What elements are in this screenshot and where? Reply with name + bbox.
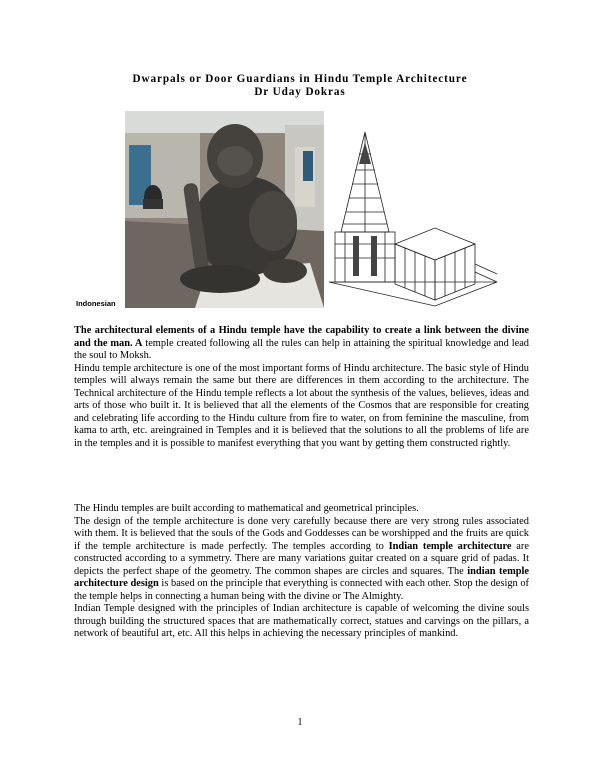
bold-lead: The architectural elements of a Hindu temple have the capability to create a link between the divine and the man. A <box>74 325 529 349</box>
paragraph: The Hindu temples are built according to mathematical and geometrical principles. <box>74 503 419 514</box>
paragraph-text: The design of the temple architecture is done very carefully because there are very strong rules associated with them. It is believed that the souls of the Gods and Goddesses can be worshipped and the fruits are quick if the temple architecture is made perfectly. The temples according to <box>74 515 529 552</box>
paragraph-text: are constructed according to a symmetry. There are many variations guitar created on a square grid of padas. It depicts the perfect shape of the geometry. The common shapes are circles and squares. The <box>74 540 529 577</box>
figure-caption: Indonesian <box>76 299 116 308</box>
paragraph-text: is based on the principle that everything is connected with each other. Stop the design of the temple helps in connecting a human being with the divine or The Almighty. <box>74 578 530 602</box>
page-number: 1 <box>297 717 303 728</box>
body-section-1 <box>74 325 529 450</box>
paragraph <box>74 516 529 604</box>
dwarpala-statue-photo <box>125 111 324 308</box>
bold-term: Indian temple architecture <box>388 540 512 552</box>
author-name: Dr Uday Dokras <box>254 86 346 98</box>
paragraph <box>74 325 529 363</box>
bold-term: indian temple architecture design <box>74 565 529 589</box>
paragraph: Hindu temple architecture is one of the most important forms of Hindu architecture. The basic style of Hindu temples will always remain the same but there are differences in them according to the architecture. The Technical architecture of the Hindu temple reflects a lot about the synthesis of the values, believes, ideas and arts of those who built it. It is believed that all the elements of the Cosmos that are responsible for creating and celebrating life according to the Hindu culture from fire to water, on from feminine the masculine, from kama to arth, etc. areingrained in Temples and it is believed that the solutions to all the problems of life are in the temples and it is possible to manifest everything that you want by getting them constructed rightly. <box>74 362 529 449</box>
paragraph: Indian Temple designed with the principles of Indian architecture is capable of welcoming the divine souls through building the structured spaces that are mathematically correct, statues and carvings on the pillars, a network of beautiful art, etc. All this helps in achieving the necessary principles of mankind. <box>74 603 529 639</box>
document-title: Dwarpals or Door Guardians in Hindu Temple Architecture <box>132 73 468 85</box>
body-section-2 <box>74 503 529 641</box>
temple-architecture-drawing <box>325 124 500 310</box>
paragraph-text: temple created following all the rules can help in attaining the spiritual knowledge and lead the soul to Moksh. <box>74 337 530 361</box>
